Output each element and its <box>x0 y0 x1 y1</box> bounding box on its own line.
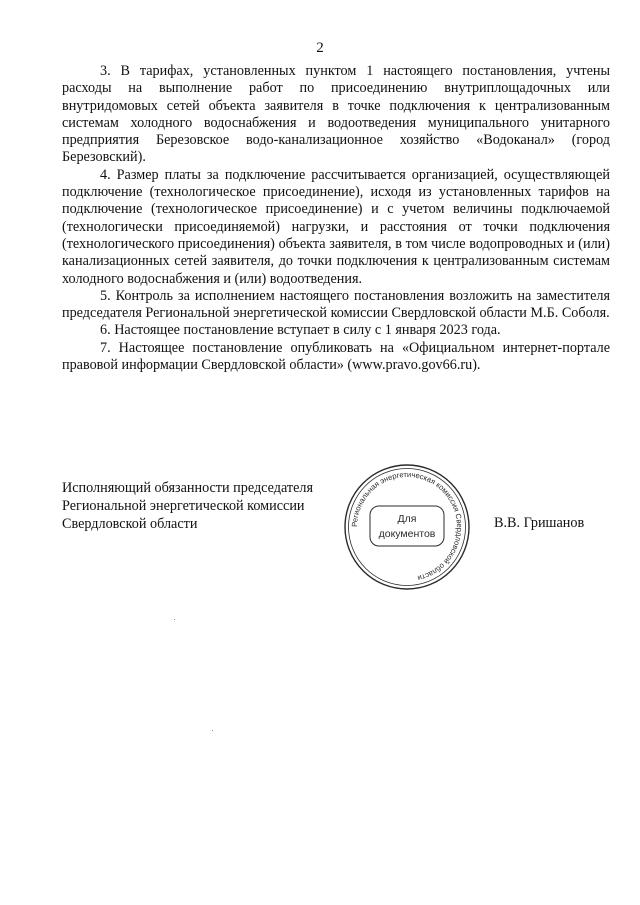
paragraph-3-tariffs: 3. В тарифах, установленных пунктом 1 настоящего постановления, учтены расходы на выполнение работ по присоединению внутриплощадочных или внутридомовых сетей объекта заявителя в точке подключения к централизованным системам холодного водоснабжения и водоотведения муниципального унитарного предприятия Березовское водо-канализационное хозяйство «Водоканал» (город Березовский). <box>62 63 610 166</box>
resolution-body <box>62 63 610 374</box>
official-stamp <box>342 462 472 592</box>
stamp-outer-ring <box>345 465 469 589</box>
signatory-title-line: Региональной энергетической комиссии <box>62 498 305 514</box>
paragraph-6-effective-date: 6. Настоящее постановление вступает в силу с 1 января 2023 года. <box>100 322 501 339</box>
stamp-inner-ring <box>349 469 466 586</box>
signatory-title <box>62 479 352 533</box>
stamp-center-frame <box>370 506 444 546</box>
stamp-ring-text: Региональная энергетическая комиссия Свердловской области <box>349 469 465 583</box>
scan-speck <box>212 730 213 731</box>
signatory-title-line: Свердловской области <box>62 516 198 532</box>
signer-name: В.В. Гришанов <box>494 515 585 531</box>
paragraph-4-fee-calculation: 4. Размер платы за подключение рассчитывается организацией, осуществляющей подключение (технологическое присоединение), исходя из установленных тарифов на подключение (технологическое присоединение) и с учетом величины подключаемой (технологически присоединяемой) нагрузки, и расстояния от точки подключения (технологического присоединения) объекта заявителя, в том числе водопроводных и (или) канализационных сетей заявителя, до точки подключения к централизованным системам холодного водоснабжения и (или) водоотведения. <box>62 166 610 287</box>
stamp-center-line-2: документов <box>378 528 436 540</box>
paragraph-5-control: 5. Контроль за исполнением настоящего постановления возложить на заместителя председателя Региональной энергетической комиссии Свердловской области М.Б. Соболя. <box>62 287 610 322</box>
scan-speck <box>174 619 175 620</box>
page-number: 2 <box>316 40 324 56</box>
signatory-title-line: Исполняющий обязанности председателя <box>62 480 313 496</box>
stamp-center-line-1: Для <box>397 513 417 525</box>
paragraph-7-publication: 7. Настоящее постановление опубликовать на «Официальном интернет-портале правовой информации Свердловской области» (www.pravo.gov66.ru). <box>62 339 610 374</box>
